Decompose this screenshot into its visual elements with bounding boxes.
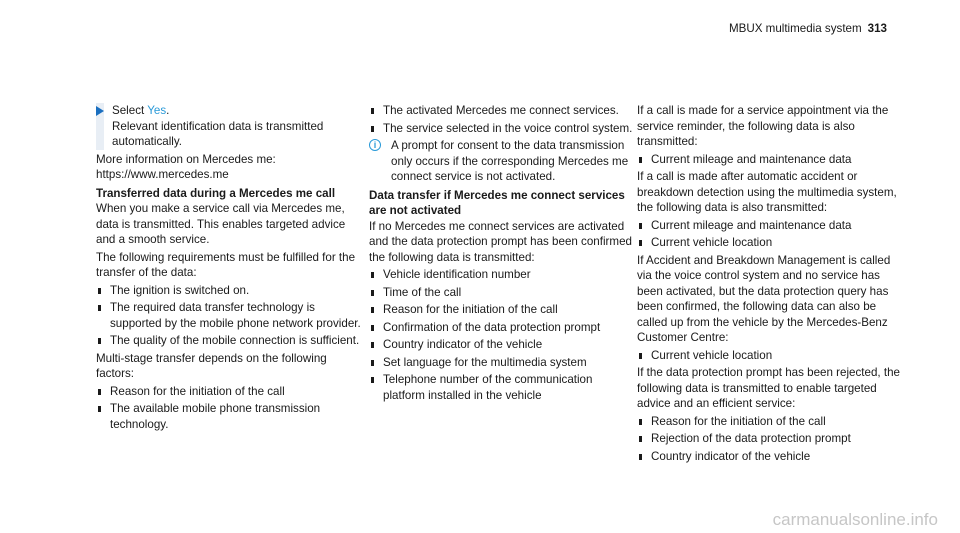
list-item: The activated Mercedes me connect services. [369, 103, 634, 119]
list-item: The required data transfer technology is supported by the mobile phone network provider. [96, 300, 361, 331]
step-prefix: Select [112, 104, 148, 117]
paragraph: The following requirements must be fulfilled for the transfer of the data: [96, 250, 356, 279]
list-customer-centre [637, 348, 902, 364]
step-detail: Relevant identification data is transmitted automatically. [112, 119, 324, 148]
list-item: Set language for the multimedia system [369, 355, 634, 371]
list-item: Country indicator of the vehicle [637, 449, 902, 465]
paragraph: If a call is made after automatic accident or breakdown detection using the multimedia system, the following data is also transmitted: [637, 170, 897, 214]
list-item: Rejection of the data protection prompt [637, 431, 902, 447]
list-accident-detection [637, 218, 902, 251]
paragraph: If Accident and Breakdown Management is called via the voice control system and no service has been activated, but the data protection query has been confirmed, the following data can also be called up from the vehicle by the Mercedes-Benz Customer Centre: [637, 253, 891, 344]
list-item: The ignition is switched on. [96, 283, 361, 299]
list-service-appointment [637, 152, 902, 168]
paragraph: Multi-stage transfer depends on the following factors: [96, 351, 327, 380]
list-item: Current vehicle location [637, 235, 902, 251]
yes-link[interactable]: Yes [147, 104, 167, 117]
info-icon: i [369, 139, 381, 151]
list-item: Reason for the initiation of the call [96, 384, 361, 400]
factors-list [96, 384, 361, 433]
list-item: Vehicle identification number [369, 267, 634, 283]
list-item: Reason for the initiation of the call [637, 414, 902, 430]
list-item: The service selected in the voice control system. [369, 121, 634, 137]
note-block [369, 138, 634, 185]
page-header [729, 21, 887, 37]
page-number: 313 [867, 22, 887, 35]
note-text: A prompt for consent to the data transmission only occurs if the corresponding Mercedes me connect service is not activated. [391, 139, 629, 183]
watermark: carmanualsonline.info [772, 509, 938, 529]
action-step [96, 103, 361, 150]
list-item: Current mileage and maintenance data [637, 218, 902, 234]
heading-not-activated: Data transfer if Mercedes me connect services are not activated [369, 188, 625, 217]
paragraph: If the data protection prompt has been rejected, the following data is transmitted to enable targeted advice and an efficient service: [637, 366, 900, 410]
more-info-text: More information on Mercedes me: https://www.mercedes.me [96, 152, 276, 181]
paragraph: If a call is made for a service appointment via the service reminder, the following data is also transmitted: [637, 104, 889, 148]
list-prompt-rejected [637, 414, 902, 465]
column-left [96, 103, 361, 434]
list-item: The available mobile phone transmission technology. [96, 401, 361, 432]
list-item: Telephone number of the communication platform installed in the vehicle [369, 372, 634, 403]
list-item: Confirmation of the data protection prompt [369, 320, 634, 336]
column-middle [369, 103, 634, 405]
list-item: Time of the call [369, 285, 634, 301]
list-item: Current vehicle location [637, 348, 902, 364]
column-right [637, 103, 902, 466]
section-title: MBUX multimedia system [728, 22, 862, 35]
paragraph: If no Mercedes me connect services are activated and the data protection prompt has been confirmed the following data is transmitted: [369, 219, 632, 264]
step-suffix: . [166, 104, 170, 117]
list-item: The quality of the mobile connection is sufficient. [96, 333, 361, 349]
play-arrow-icon [96, 106, 104, 116]
list-item: Reason for the initiation of the call [369, 302, 634, 318]
paragraph: When you make a service call via Mercedes me, data is transmitted. This enables targeted advice and a smooth service. [96, 202, 346, 246]
factors-list-continued [369, 103, 634, 136]
transmitted-data-list [369, 267, 634, 403]
heading-mercedes-me-call: Transferred data during a Mercedes me call [96, 186, 336, 200]
requirements-list [96, 283, 361, 349]
list-item: Country indicator of the vehicle [369, 337, 634, 353]
list-item: Current mileage and maintenance data [637, 152, 902, 168]
